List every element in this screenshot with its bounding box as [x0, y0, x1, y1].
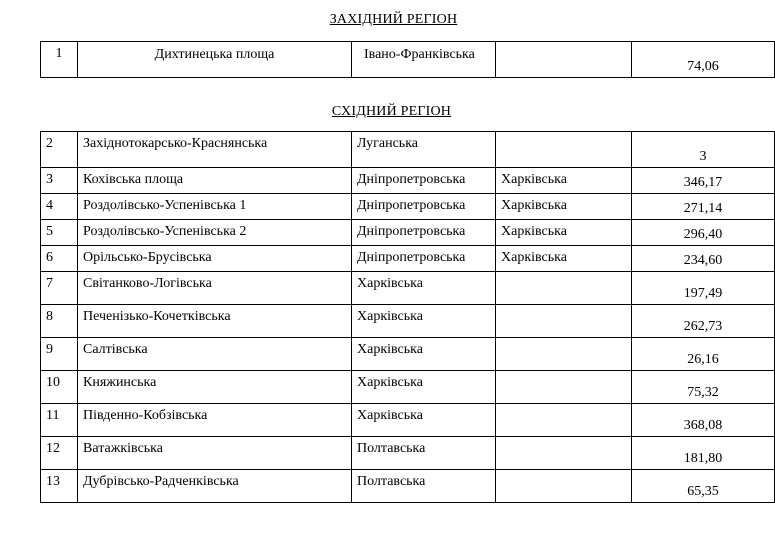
field-name: Роздолівсько-Успенівська 2: [78, 220, 352, 246]
oblast-primary: Дніпропетровська: [352, 246, 496, 272]
area-value: 296,40: [632, 220, 775, 246]
oblast-primary: Дніпропетровська: [352, 220, 496, 246]
oblast-primary: Харківська: [352, 404, 496, 437]
oblast-secondary: [496, 371, 632, 404]
oblast-primary: Полтавська: [352, 437, 496, 470]
table-row: [41, 338, 775, 371]
row-number: 7: [41, 272, 78, 305]
row-number: 12: [41, 437, 78, 470]
oblast-primary: Харківська: [352, 272, 496, 305]
field-name: Салтівська: [78, 338, 352, 371]
area-value: 3: [632, 132, 775, 168]
oblast-secondary: [496, 272, 632, 305]
area-value: 197,49: [632, 272, 775, 305]
table-row: [41, 42, 775, 78]
row-number: 10: [41, 371, 78, 404]
row-number: 5: [41, 220, 78, 246]
table-east-region: [40, 131, 775, 503]
oblast-secondary: [496, 404, 632, 437]
oblast-secondary: [496, 132, 632, 168]
table-row: [41, 246, 775, 272]
area-value: 271,14: [632, 194, 775, 220]
field-name: Роздолівсько-Успенівська 1: [78, 194, 352, 220]
oblast-secondary: Харківська: [496, 246, 632, 272]
table-row: [41, 404, 775, 437]
field-name: Західнотокарсько-Краснянська: [78, 132, 352, 168]
row-number: 8: [41, 305, 78, 338]
field-name: Дихтинецька площа: [78, 42, 352, 78]
row-number: 13: [41, 470, 78, 503]
area-value: 262,73: [632, 305, 775, 338]
oblast-secondary: Харківська: [496, 220, 632, 246]
oblast-primary: Івано-Франківська: [352, 42, 496, 78]
oblast-primary: Харківська: [352, 338, 496, 371]
field-name: Орільсько-Брусівська: [78, 246, 352, 272]
table-row: [41, 272, 775, 305]
area-value: 181,80: [632, 437, 775, 470]
oblast-secondary: Харківська: [496, 168, 632, 194]
row-number: 3: [41, 168, 78, 194]
table-west-region: [40, 41, 775, 78]
oblast-primary: Дніпропетровська: [352, 194, 496, 220]
field-name: Світанково-Логівська: [78, 272, 352, 305]
section-title-west: ЗАХІДНИЙ РЕГІОН: [329, 12, 458, 27]
field-name: Ватажківська: [78, 437, 352, 470]
row-number: 1: [41, 42, 78, 78]
area-value: 74,06: [632, 42, 775, 78]
field-name: Кохівська площа: [78, 168, 352, 194]
area-value: 346,17: [632, 168, 775, 194]
oblast-primary: Харківська: [352, 371, 496, 404]
oblast-secondary: [496, 338, 632, 371]
oblast-secondary: [496, 305, 632, 338]
oblast-primary: Дніпропетровська: [352, 168, 496, 194]
table-row: [41, 371, 775, 404]
oblast-secondary: [496, 437, 632, 470]
area-value: 234,60: [632, 246, 775, 272]
oblast-secondary: [496, 42, 632, 78]
table-row: [41, 437, 775, 470]
table-row: [41, 305, 775, 338]
oblast-primary: Луганська: [352, 132, 496, 168]
area-value: 65,35: [632, 470, 775, 503]
area-value: 75,32: [632, 371, 775, 404]
table-row: [41, 132, 775, 168]
oblast-secondary: [496, 470, 632, 503]
row-number: 11: [41, 404, 78, 437]
table-row: [41, 220, 775, 246]
field-name: Княжинська: [78, 371, 352, 404]
field-name: Дубрівсько-Радченківська: [78, 470, 352, 503]
field-name: Південно-Кобзівська: [78, 404, 352, 437]
table-row: [41, 470, 775, 503]
field-name: Печенізько-Кочетківська: [78, 305, 352, 338]
oblast-primary: Полтавська: [352, 470, 496, 503]
row-number: 6: [41, 246, 78, 272]
area-value: 368,08: [632, 404, 775, 437]
section-title-east: СХІДНИЙ РЕГІОН: [331, 104, 452, 119]
row-number: 2: [41, 132, 78, 168]
table-row: [41, 194, 775, 220]
area-value: 26,16: [632, 338, 775, 371]
row-number: 4: [41, 194, 78, 220]
oblast-secondary: Харківська: [496, 194, 632, 220]
table-row: [41, 168, 775, 194]
row-number: 9: [41, 338, 78, 371]
oblast-primary: Харківська: [352, 305, 496, 338]
